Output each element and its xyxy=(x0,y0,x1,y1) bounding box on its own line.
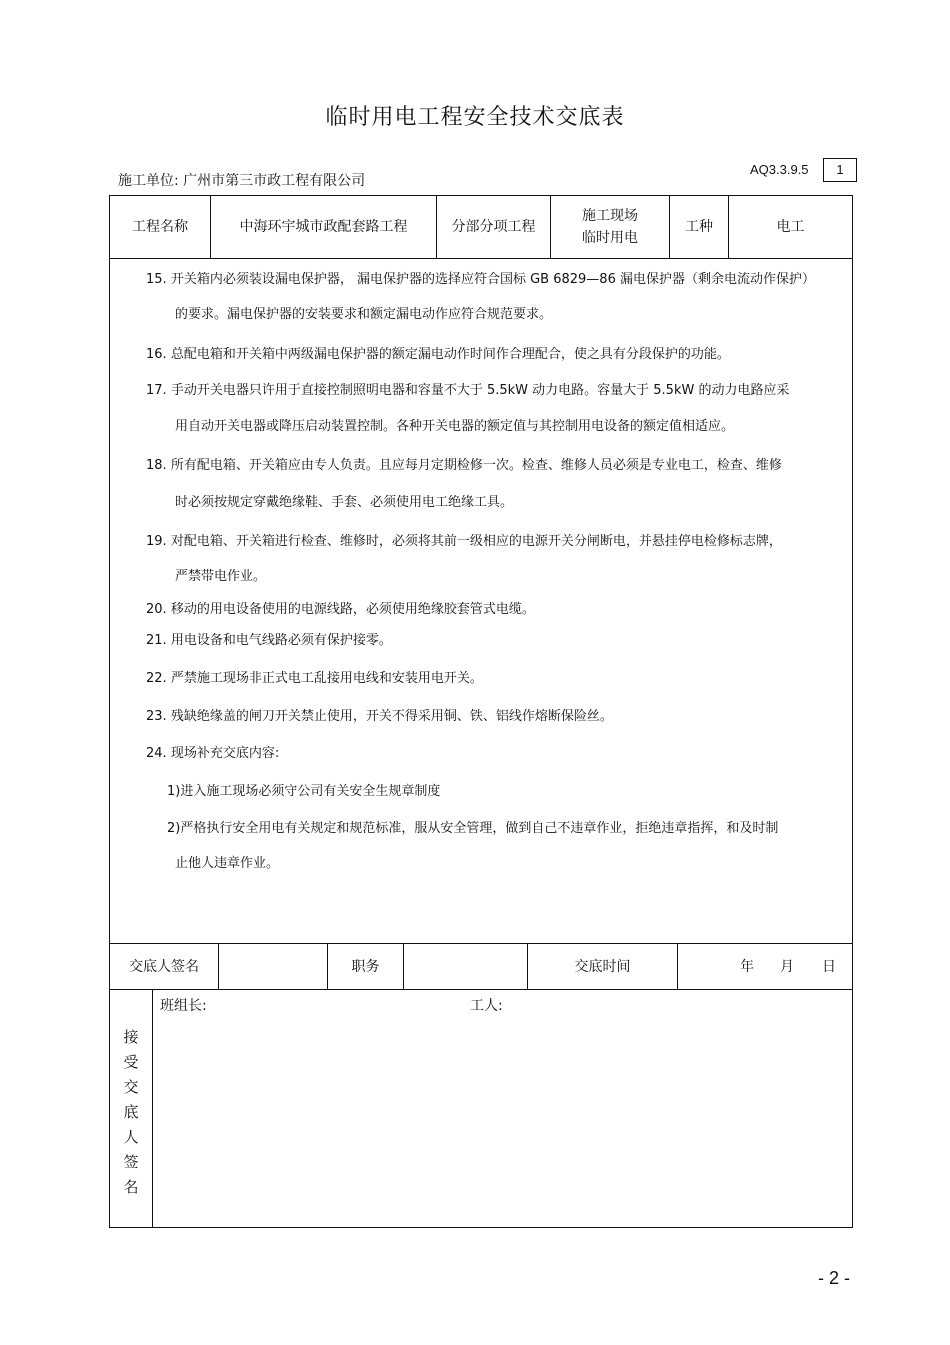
team-leader-label: 班组长: xyxy=(160,998,207,1014)
receiver-label: 接 受 交 底 人 签 名 xyxy=(123,1028,139,1196)
trade-value: 电工 xyxy=(776,219,805,235)
list-item: 18. 所有配电箱、开关箱应由专人负责。且应每月定期检修一次。检查、维修人员必须是专业电工，检查、维修 xyxy=(146,458,782,473)
construction-unit: 施工单位: 广州市第三市政工程有限公司 xyxy=(118,173,366,189)
list-item: 16. 总配电箱和开关箱中两级漏电保护器的额定漏电动作时间作合理配合，使之具有分段保护的功能。 xyxy=(146,347,730,362)
workers-label: 工人: xyxy=(470,998,503,1014)
supplement-item: 2)严格执行安全用电有关规定和规范标准，服从安全管理，做到自己不违章作业，拒绝违章指挥，和及时制 xyxy=(167,821,779,836)
document-page-box: 1 xyxy=(823,158,857,182)
list-item-continuation: 时必须按规定穿戴绝缘鞋、手套、必须使用电工绝缘工具。 xyxy=(175,495,514,510)
page-number: - 2 - xyxy=(818,1268,851,1288)
year-label: 年 xyxy=(740,958,754,975)
receiver-signature-area[interactable] xyxy=(153,1015,852,1227)
list-item: 21. 用电设备和电气线路必须有保护接零。 xyxy=(146,633,392,648)
signer-label: 交底人签名 xyxy=(129,958,199,975)
supplement-item-continuation: 止他人违章作业。 xyxy=(175,856,280,871)
list-item-continuation: 用自动开关电器或降压启动装置控制。各种开关电器的额定值与其控制用电设备的额定值相适应。 xyxy=(175,419,735,434)
trade-label: 工种 xyxy=(685,219,713,235)
supplement-item: 1)进入施工现场必须守公司有关安全生规章制度 xyxy=(167,784,441,799)
list-item: 23. 残缺绝缘盖的闸刀开关禁止使用，开关不得采用铜、铁、铝线作熔断保险丝。 xyxy=(146,709,613,724)
signer-field[interactable] xyxy=(219,944,327,989)
position-field[interactable] xyxy=(404,944,527,989)
project-name-label: 工程名称 xyxy=(132,219,188,235)
subproject-label: 分部分项工程 xyxy=(451,219,536,235)
project-name-value: 中海环宇城市政配套路工程 xyxy=(239,219,408,235)
subproject-value xyxy=(551,196,669,258)
date-field[interactable] xyxy=(678,944,852,989)
subproject-value-line1: 施工现场 xyxy=(582,208,638,224)
subproject-value-line2: 临时用电 xyxy=(582,230,638,246)
list-item: 15. 开关箱内必须装设漏电保护器， 漏电保护器的选择应符合国标 GB 6829—86 漏电保护器（剩余电流动作保护） xyxy=(146,272,815,287)
list-item: 24. 现场补充交底内容: xyxy=(146,746,280,761)
list-item: 20. 移动的用电设备使用的电源线路，必须使用绝缘胶套管式电缆。 xyxy=(146,602,535,617)
month-label: 月 xyxy=(780,958,794,975)
document-number: AQ3.3.9.5 xyxy=(750,162,809,177)
list-item: 17. 手动开关电器只许用于直接控制照明电器和容量不大于 5.5kW 动力电路。容量大于 5.5kW 的动力电路应采 xyxy=(146,383,790,398)
header-divider xyxy=(109,258,853,259)
list-item: 22. 严禁施工现场非正式电工乱接用电线和安装用电开关。 xyxy=(146,671,483,686)
day-label: 日 xyxy=(822,958,836,975)
list-item-continuation: 的要求。漏电保护器的安装要求和额定漏电动作应符合规范要求。 xyxy=(175,307,553,322)
time-label: 交底时间 xyxy=(574,958,631,975)
position-label: 职务 xyxy=(351,958,380,975)
list-item-continuation: 严禁带电作业。 xyxy=(175,569,267,584)
page-title: 临时用电工程安全技术交底表 xyxy=(325,105,625,130)
list-item: 19. 对配电箱、开关箱进行检查、维修时，必须将其前一级相应的电源开关分闸断电，并悬挂停电检修标志牌， xyxy=(146,534,782,549)
sign-row-bottom xyxy=(109,989,853,990)
